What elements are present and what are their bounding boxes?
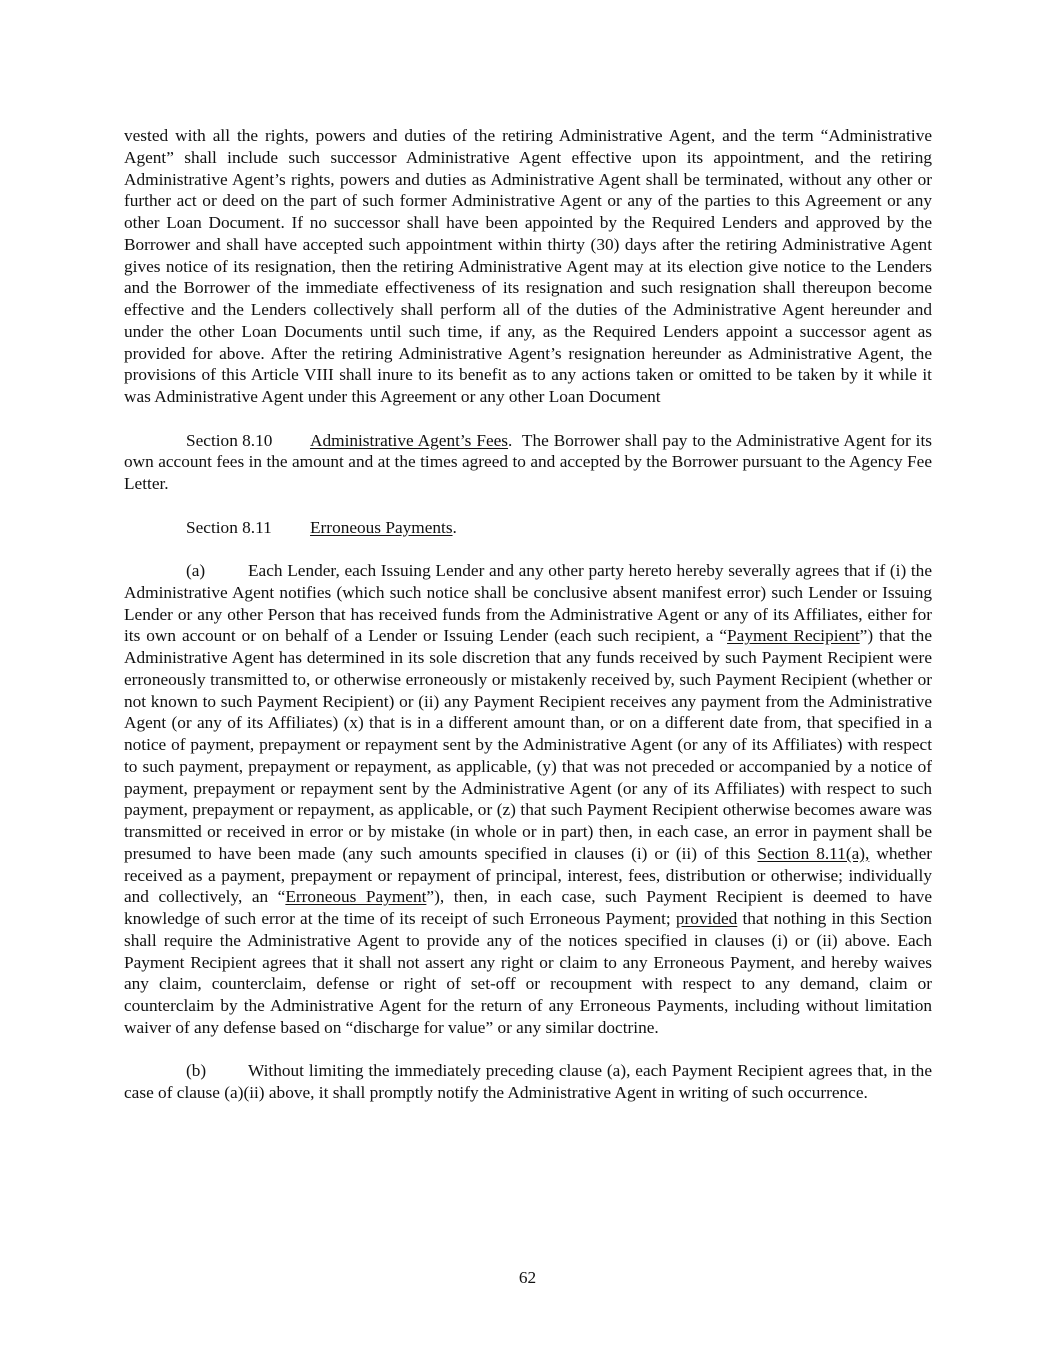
clause-b-text: Without limiting the immediately preceding clause (a), each Payment Recipient agrees that, in the case of clause (a)(ii) above, it shall promptly notify the Administrative Agent in writing of such occurrence. bbox=[124, 1061, 932, 1102]
clause-a-paragraph bbox=[124, 560, 932, 1039]
defined-term-erroneous-payment: Erroneous Payment bbox=[285, 887, 427, 907]
defined-term-payment-recipient: Payment Recipient bbox=[727, 626, 860, 646]
section-8-11-number: Section 8.11 bbox=[186, 517, 272, 537]
clause-a-text-1: Each Lender, each Issuing Lender and any other party hereto hereby severally agrees that if (i) the Administrative Agent notifies (which such notice shall be conclusive absent manifest error) such Lender or Issuing Lender or any other Person that has received funds from the Administrative Agent or any of its Affiliates, either for its own account or on behalf of a Lender or Issuing Lender (each such recipient, a “ bbox=[124, 561, 932, 646]
section-8-11-title: Erroneous Payments bbox=[310, 517, 453, 537]
page-body bbox=[124, 125, 937, 1104]
clause-a-label: (a) bbox=[186, 561, 206, 580]
section-8-10-paragraph bbox=[124, 430, 937, 495]
section-8-10-title: Administrative Agent’s Fees bbox=[310, 430, 509, 450]
clause-a-text-4: ”), then, in each case, such Payment Recipient is deemed to have knowledge of such error at the time of its receipt of such Erroneous Payment; bbox=[124, 887, 932, 928]
clause-b-paragraph bbox=[124, 1060, 932, 1104]
clause-a-text-5: that nothing in this Section shall require the Administrative Agent to provide any of the notices specified in clauses (i) or (ii) above. Each Payment Recipient agrees that it shall not assert any right or claim to any Erroneous Payment, and hereby waives any claim, counterclaim, defense or right of set-off or recoupment with respect to any demand, claim or counterclaim by the Administrative Agent for the return of any Erroneous Payments, including without limitation waiver of any defense based on “discharge for value” or any similar doctrine. bbox=[124, 909, 932, 1037]
section-8-10-body: The Borrower shall pay to the Administrative Agent for its own account fees in the amount and at the times agreed to and accepted by the Borrower pursuant to the Agency Fee Letter. bbox=[124, 430, 937, 493]
cross-reference-section-8-11a: Section 8.11(a), bbox=[757, 843, 870, 863]
section-8-10-title-end: . bbox=[508, 430, 513, 450]
section-8-11-heading bbox=[124, 517, 932, 539]
section-8-10-number: Section 8.10 bbox=[186, 430, 273, 450]
clause-a-text-2: ”) that the Administrative Agent has determined in its sole discretion that any funds received by such Payment Recipient were erroneously transmitted to, or otherwise erroneously or mistakenly received by, such Payment Recipient (whether or not known to such Payment Recipient) or (ii) any Payment Recipient receives any payment from the Administrative Agent (or any of its Affiliates) (x) that is in a different amount than, or on a different date from, that specified in a notice of payment, prepayment or repayment sent by the Administrative Agent (or any of its Affiliates) with respect to such payment, prepayment or repayment, as applicable, (y) that was not preceded or accompanied by a notice of payment, prepayment or repayment sent by the Administrative Agent (or any of its Affiliates) with respect to such payment, prepayment or repayment, as applicable, or (z) that such Payment Recipient otherwise becomes aware was transmitted or received in error or by mistake (in whole or in part) then, in each case, an error in payment shall be presumed to have been made (any such amounts specified in clauses (i) or (ii) of this bbox=[124, 626, 932, 863]
page-number: 62 bbox=[518, 1268, 537, 1287]
provided-term: provided bbox=[675, 909, 738, 928]
clause-a-text-3: whether received as a payment, prepayment or repayment of principal, interest, fees, distribution or otherwise; individually and collectively, an “ bbox=[124, 843, 932, 907]
continued-paragraph: vested with all the rights, powers and duties of the retiring Administrative Agent, and the term “Administrative Agent” shall include such successor Administrative Agent effective upon its appointment, and the retiring Administrative Agent’s rights, powers and duties as Administrative Agent shall be terminated, without any other or further act or deed on the part of such former Administrative Agent or any of the parties to this Agreement or any other Loan Document. If no successor shall have been appointed by the Required Lenders and approved by the Borrower and shall have accepted such appointment within thirty (30) days after the retiring Administrative Agent gives notice of its resignation, then the retiring Administrative Agent may at its election give notice to the Lenders and the Borrower of the immediate effectiveness of its resignation and such resignation shall thereupon become effective and the Lenders collectively shall perform all of the duties of the Administrative Agent hereunder and under the other Loan Documents until such time, if any, as the Required Lenders appoint a successor agent as provided for above. After the retiring Administrative Agent’s resignation hereunder as Administrative Agent, the provisions of this Article VIII shall inure to its benefit as to any actions taken or omitted to be taken by it while it was Administrative Agent under this Agreement or any other Loan Document bbox=[124, 126, 932, 406]
clause-b-label: (b) bbox=[186, 1061, 207, 1081]
section-8-11-title-end: . bbox=[452, 517, 457, 537]
